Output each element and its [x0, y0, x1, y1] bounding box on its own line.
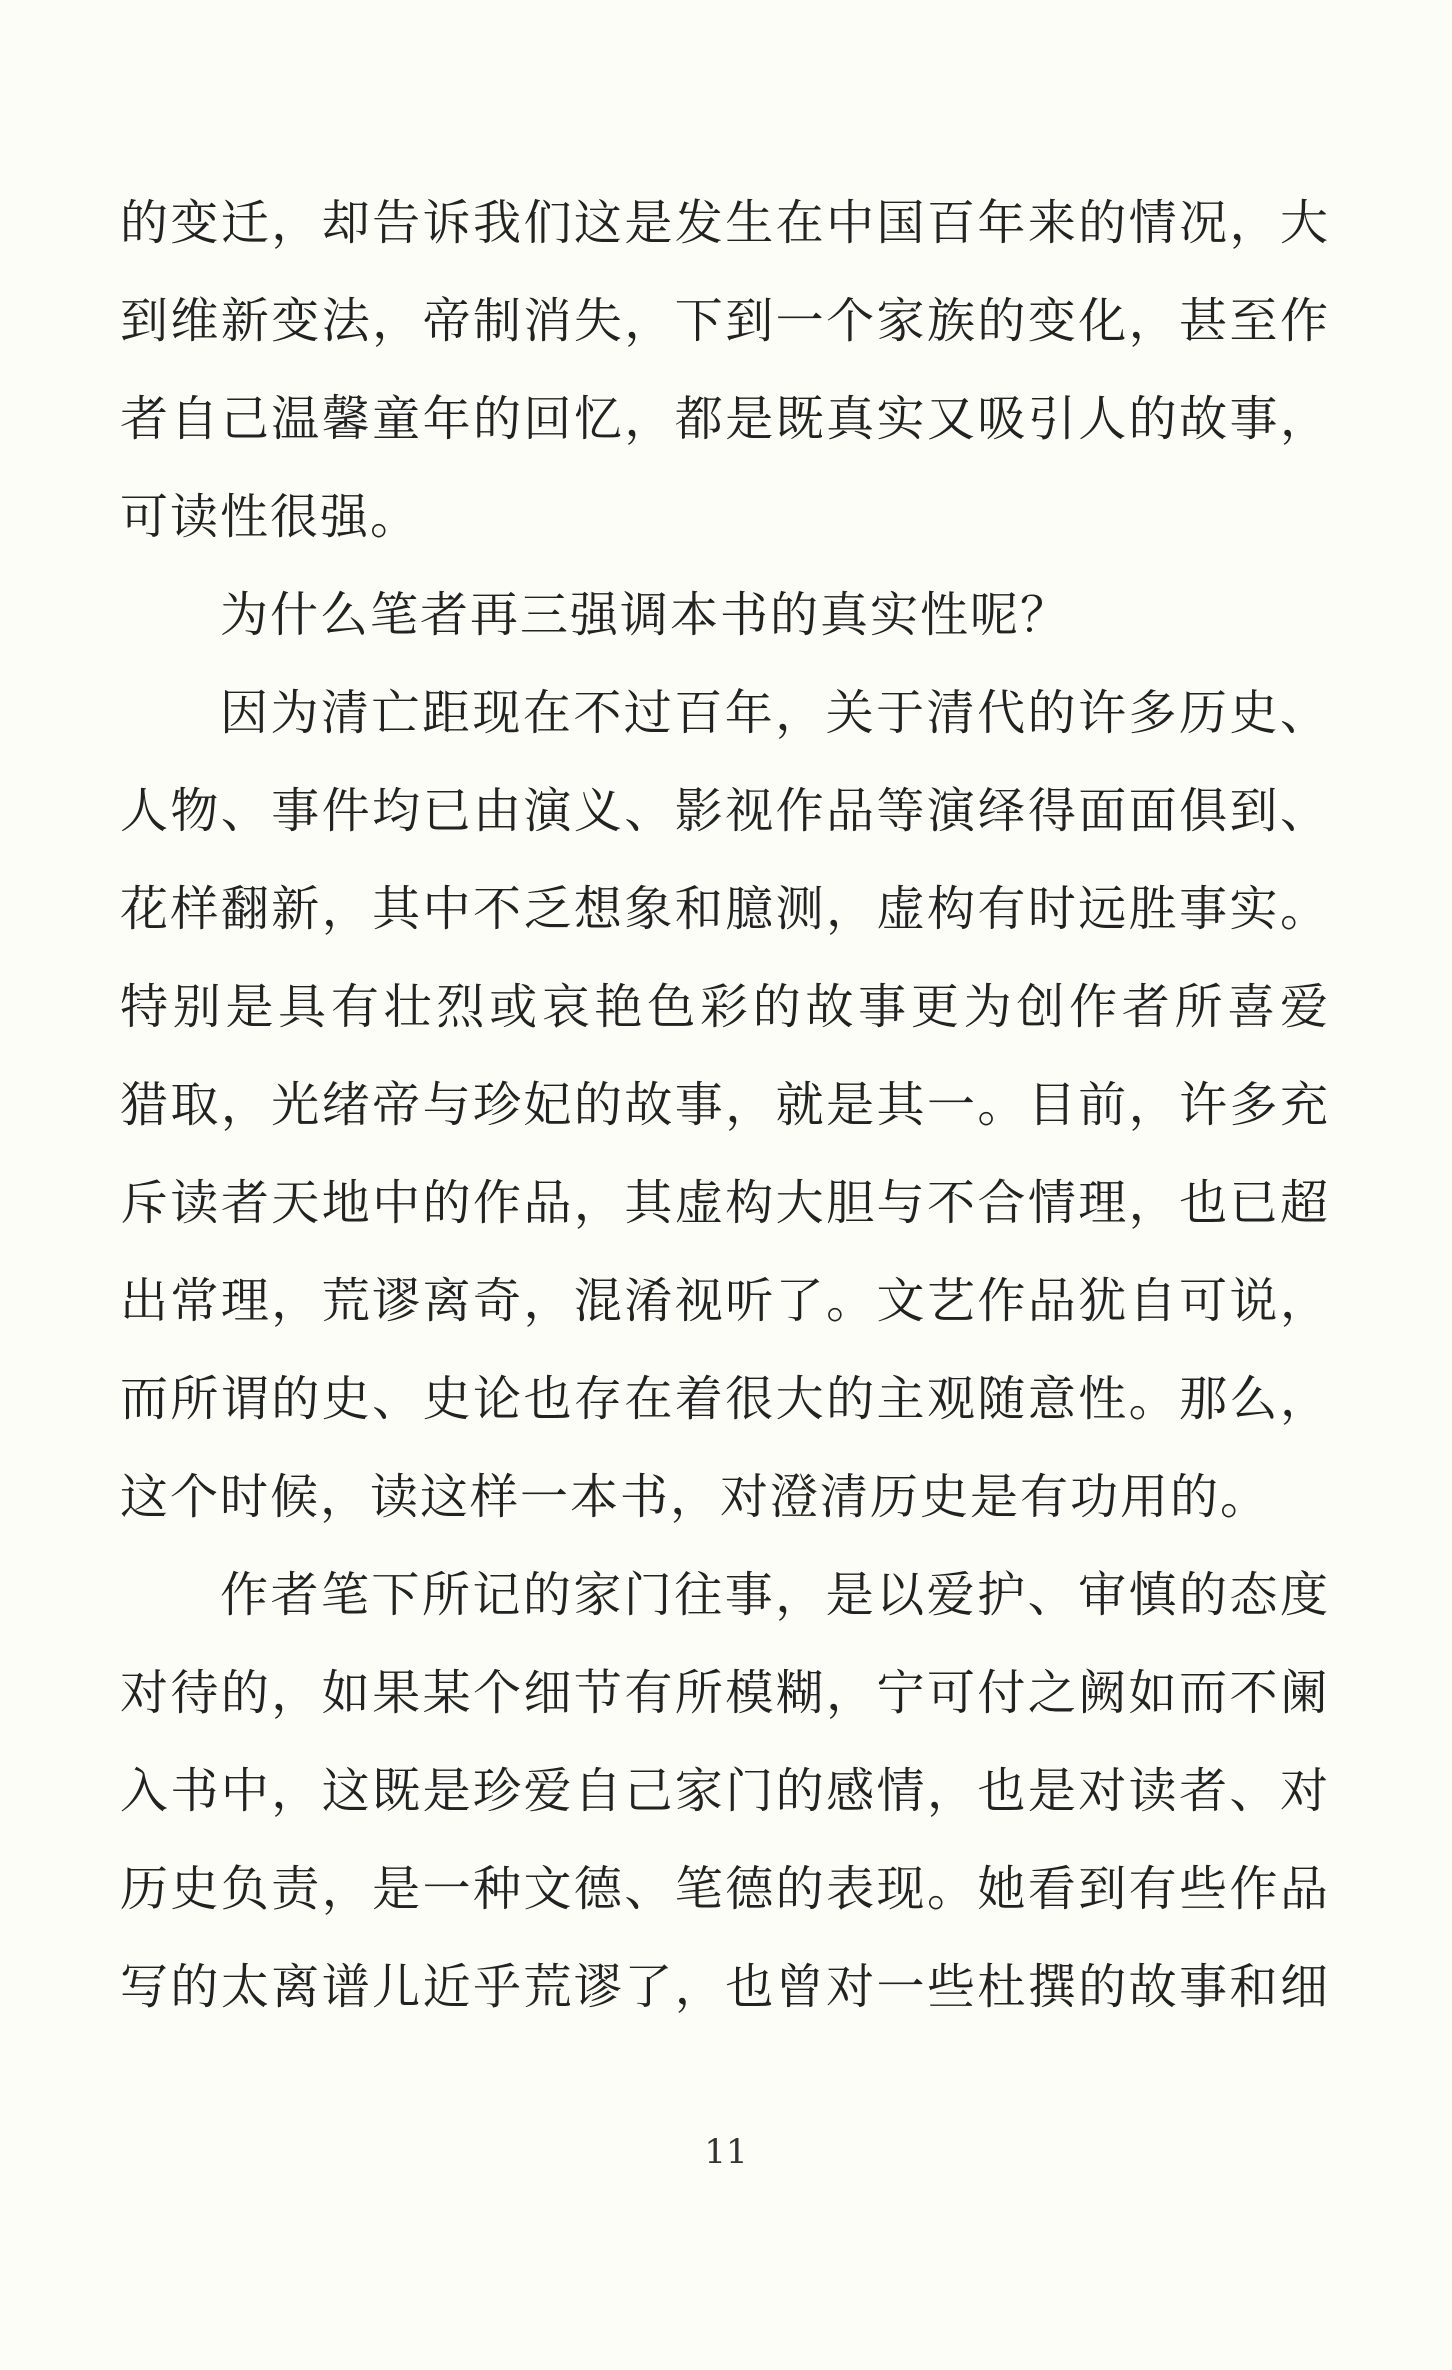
paragraph-first-line: 为什么笔者再三强调本书的真实性呢？ [220, 587, 1071, 643]
text-line: 入书中，这既是珍爱自己家门的感情，也是对读者、对 [120, 1763, 1330, 1819]
text-line: 写的太离谱儿近乎荒谬了，也曾对一些杜撰的故事和细 [120, 1959, 1330, 2015]
text-line: 到维新变法，帝制消失，下到一个家族的变化，甚至作 [120, 293, 1330, 349]
text-line: 花样翻新，其中不乏想象和臆测，虚构有时远胜事实。 [120, 881, 1330, 937]
text-line: 猎取，光绪帝与珍妃的故事，就是其一。目前，许多充 [120, 1077, 1330, 1133]
page-number: 11 [704, 2132, 748, 2172]
text-line: 出常理，荒谬离奇，混淆视听了。文艺作品犹自可说， [120, 1273, 1330, 1329]
text-line: 历史负责，是一种文德、笔德的表现。她看到有些作品 [120, 1861, 1330, 1917]
body-text [120, 192, 1330, 2054]
text-line: 这个时候，读这样一本书，对澄清历史是有功用的。 [120, 1469, 1271, 1525]
text-line: 人物、事件均已由演义、影视作品等演绎得面面俱到、 [120, 783, 1330, 839]
text-line: 可读性很强。 [120, 489, 421, 545]
text-line: 特别是具有壮烈或哀艳色彩的故事更为创作者所喜爱 [120, 979, 1330, 1035]
text-line: 而所谓的史、史论也存在着很大的主观随意性。那么， [120, 1371, 1330, 1427]
paragraph-first-line: 因为清亡距现在不过百年，关于清代的许多历史、 [220, 685, 1330, 741]
text-line: 对待的，如果某个细节有所模糊，宁可付之阙如而不阑 [120, 1665, 1330, 1721]
text-line: 的变迁，却告诉我们这是发生在中国百年来的情况，大 [120, 195, 1330, 251]
paragraph-first-line: 作者笔下所记的家门往事，是以爱护、审慎的态度 [220, 1567, 1330, 1623]
text-line: 者自己温馨童年的回忆，都是既真实又吸引人的故事， [120, 391, 1330, 447]
text-line: 斥读者天地中的作品，其虚构大胆与不合情理，也已超 [120, 1175, 1330, 1231]
